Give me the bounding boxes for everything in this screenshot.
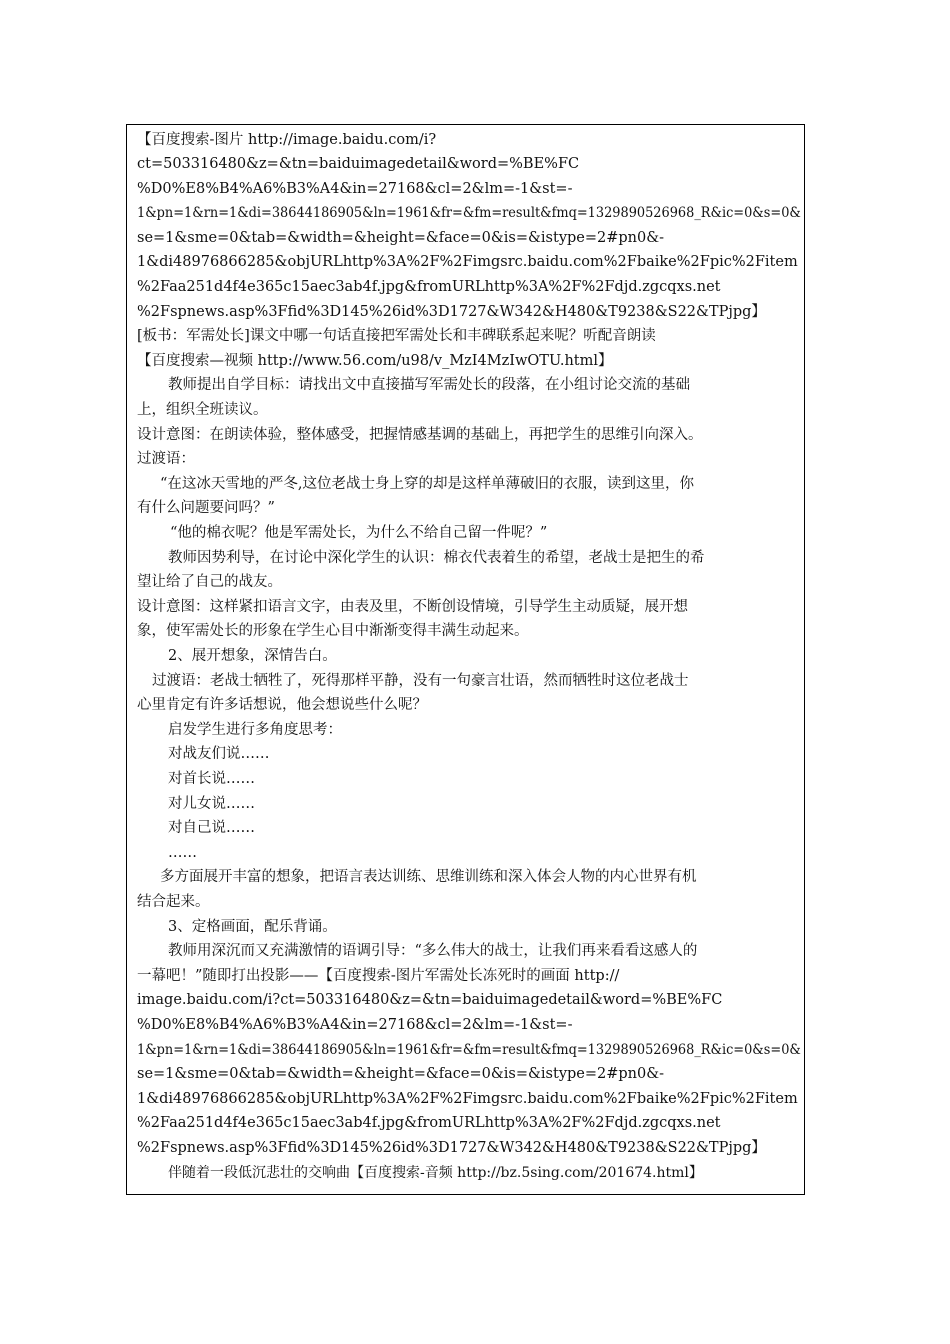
text-line: 一幕吧！”随即打出投影——【百度搜索-图片军需处长冻死时的画面 http:// xyxy=(137,968,620,984)
text-line: %2Fspnews.asp%3Ffid%3D145%26id%3D1727&W342&H480&T9238&S22&TPjpg】 xyxy=(137,1140,766,1156)
text-line: 对儿女说…… xyxy=(168,796,255,812)
text-line: 启发学生进行多角度思考： xyxy=(168,722,342,738)
text-line: 1&di48976866285&objURLhttp%3A%2F%2Fimgsrc.baidu.com%2Fbaike%2Fpic%2Fitem xyxy=(137,1091,798,1107)
text-line: 【百度搜索-图片 http://image.baidu.com/i? xyxy=(137,132,437,148)
text-line: 对首长说…… xyxy=(168,771,255,787)
text-line: 多方面展开丰富的想象，把语言表达训练、思维训练和深入体会人物的内心世界有机 xyxy=(160,869,697,885)
text-line: %2Fspnews.asp%3Ffid%3D145%26id%3D1727&W342&H480&T9238&S22&TPjpg】 xyxy=(137,304,766,320)
text-line: 3、定格画面，配乐背诵。 xyxy=(168,919,337,935)
text-line: [板书：军需处长]课文中哪一句话直接把军需处长和丰碑联系起来呢？听配音朗读 xyxy=(137,328,656,344)
text-line: 教师因势利导，在讨论中深化学生的认识：棉衣代表着生的希望，老战士是把生的希 xyxy=(168,550,705,566)
text-line: 设计意图：在朗读体验，整体感受，把握情感基调的基础上，再把学生的思维引向深入。 xyxy=(137,427,703,443)
text-line: 设计意图：这样紧扣语言文字，由表及里，不断创设情境，引导学生主动质疑，展开想 xyxy=(137,599,688,615)
text-line: image.baidu.com/i?ct=503316480&z=&tn=baiduimagedetail&word=%BE%FC xyxy=(137,992,723,1008)
text-line: 对自己说…… xyxy=(168,820,255,836)
text-line: %D0%E8%B4%A6%B3%A4&in=27168&cl=2&lm=-1&st=- xyxy=(137,181,573,197)
text-line: ct=503316480&z=&tn=baiduimagedetail&word=%BE%FC xyxy=(137,156,580,172)
text-line: …… xyxy=(168,845,197,861)
text-line: %2Faa251d4f4e365c15aec3ab4f.jpg&fromURLhttp%3A%2F%2Fdjd.zgcqxs.net xyxy=(137,279,721,295)
text-line: 教师提出自学目标：请找出文中直接描写军需处长的段落，在小组讨论交流的基础 xyxy=(168,377,690,393)
text-line: 有什么问题要问吗？” xyxy=(137,500,275,516)
text-line: 1&pn=1&rn=1&di=38644186905&ln=1961&fr=&fm=result&fmq=1329890526968_R&ic=0&s=0& xyxy=(137,1042,801,1058)
text-line: %2Faa251d4f4e365c15aec3ab4f.jpg&fromURLhttp%3A%2F%2Fdjd.zgcqxs.net xyxy=(137,1115,721,1131)
text-line: 对战友们说…… xyxy=(168,746,270,762)
text-line: 上，组织全班读议。 xyxy=(137,402,268,418)
text-line: 【百度搜索—视频 http://www.56.com/u98/v_MzI4MzIwOTU.html】 xyxy=(137,353,613,369)
text-line: 伴随着一段低沉悲壮的交响曲【百度搜索-音频 http://bz.5sing.com/201674.html】 xyxy=(168,1165,703,1181)
text-line: 过渡语：老战士牺牲了，死得那样平静，没有一句豪言壮语，然而牺牲时这位老战士 xyxy=(152,673,689,689)
text-line: se=1&sme=0&tab=&width=&height=&face=0&is=&istype=2#pn0&- xyxy=(137,1066,665,1082)
text-line: 心里肯定有许多话想说，他会想说些什么呢？ xyxy=(137,697,427,713)
text-line: “他的棉衣呢？他是军需处长，为什么不给自己留一件呢？” xyxy=(170,525,548,541)
text-line: 过渡语： xyxy=(137,451,195,467)
text-line: 1&di48976866285&objURLhttp%3A%2F%2Fimgsrc.baidu.com%2Fbaike%2Fpic%2Fitem xyxy=(137,254,798,270)
text-line: 结合起来。 xyxy=(137,894,210,910)
text-line: %D0%E8%B4%A6%B3%A4&in=27168&cl=2&lm=-1&st=- xyxy=(137,1017,573,1033)
text-line: se=1&sme=0&tab=&width=&height=&face=0&is=&istype=2#pn0&- xyxy=(137,230,665,246)
text-line: 象，使军需处长的形象在学生心目中渐渐变得丰满生动起来。 xyxy=(137,623,529,639)
text-line: “在这冰天雪地的严冬,这位老战士身上穿的却是这样单薄破旧的衣服，读到这里，你 xyxy=(160,476,695,492)
text-line: 教师用深沉而又充满激情的语调引导：“多么伟大的战士，让我们再来看看这感人的 xyxy=(168,943,698,959)
text-line: 1&pn=1&rn=1&di=38644186905&ln=1961&fr=&fm=result&fmq=1329890526968_R&ic=0&s=0& xyxy=(137,205,801,221)
text-line: 2、展开想象，深情告白。 xyxy=(168,648,337,664)
text-line: 望让给了自己的战友。 xyxy=(137,574,282,590)
